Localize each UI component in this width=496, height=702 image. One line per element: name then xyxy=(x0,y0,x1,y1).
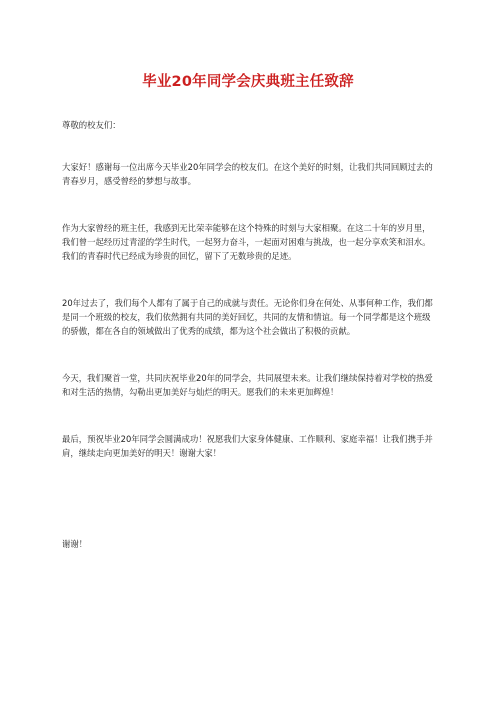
paragraph-5: 最后，预祝毕业20年同学会圆满成功！祝愿我们大家身体健康、工作顺利、家庭幸福！让我们携手并肩，继续走向更加美好的明天！谢谢大家！ xyxy=(62,434,433,458)
greeting: 尊敬的校友们： xyxy=(62,120,121,130)
document-title: 毕业20年同学会庆典班主任致辞 xyxy=(142,74,354,90)
paragraph-3: 20年过去了，我们每个人都有了属于自己的成就与责任。无论你们身在何处、从事何种工作，我们都是同一个班级的校友，我们依然拥有共同的美好回忆，共同的友情和情谊。每一个同学都是这个班级的骄傲，都在各自的领域做出了优秀的成绩，都为这个社会做出了积极的贡献。 xyxy=(62,298,433,336)
paragraph-4: 今天，我们聚首一堂，共同庆祝毕业20年的同学会，共同展望未来。让我们继续保持着对学校的热爱和对生活的热情，勾勒出更加美好与灿烂的明天。愿我们的未来更加辉煌！ xyxy=(62,373,433,397)
paragraph-1: 大家好！感谢每一位出席今天毕业20年同学会的校友们。在这个美好的时刻，让我们共同回顾过去的青春岁月，感受曾经的梦想与故事。 xyxy=(62,162,433,186)
closing: 谢谢！ xyxy=(62,539,88,549)
paragraph-2: 作为大家曾经的班主任，我感到无比荣幸能够在这个特殊的时刻与大家相聚。在这二十年的岁月里，我们曾一起经历过青涩的学生时代，一起努力奋斗，一起面对困难与挑战，也一起分享欢笑和泪水。我们的青春时代已经成为珍贵的回忆，留下了无数珍贵的足迹。 xyxy=(62,223,431,261)
